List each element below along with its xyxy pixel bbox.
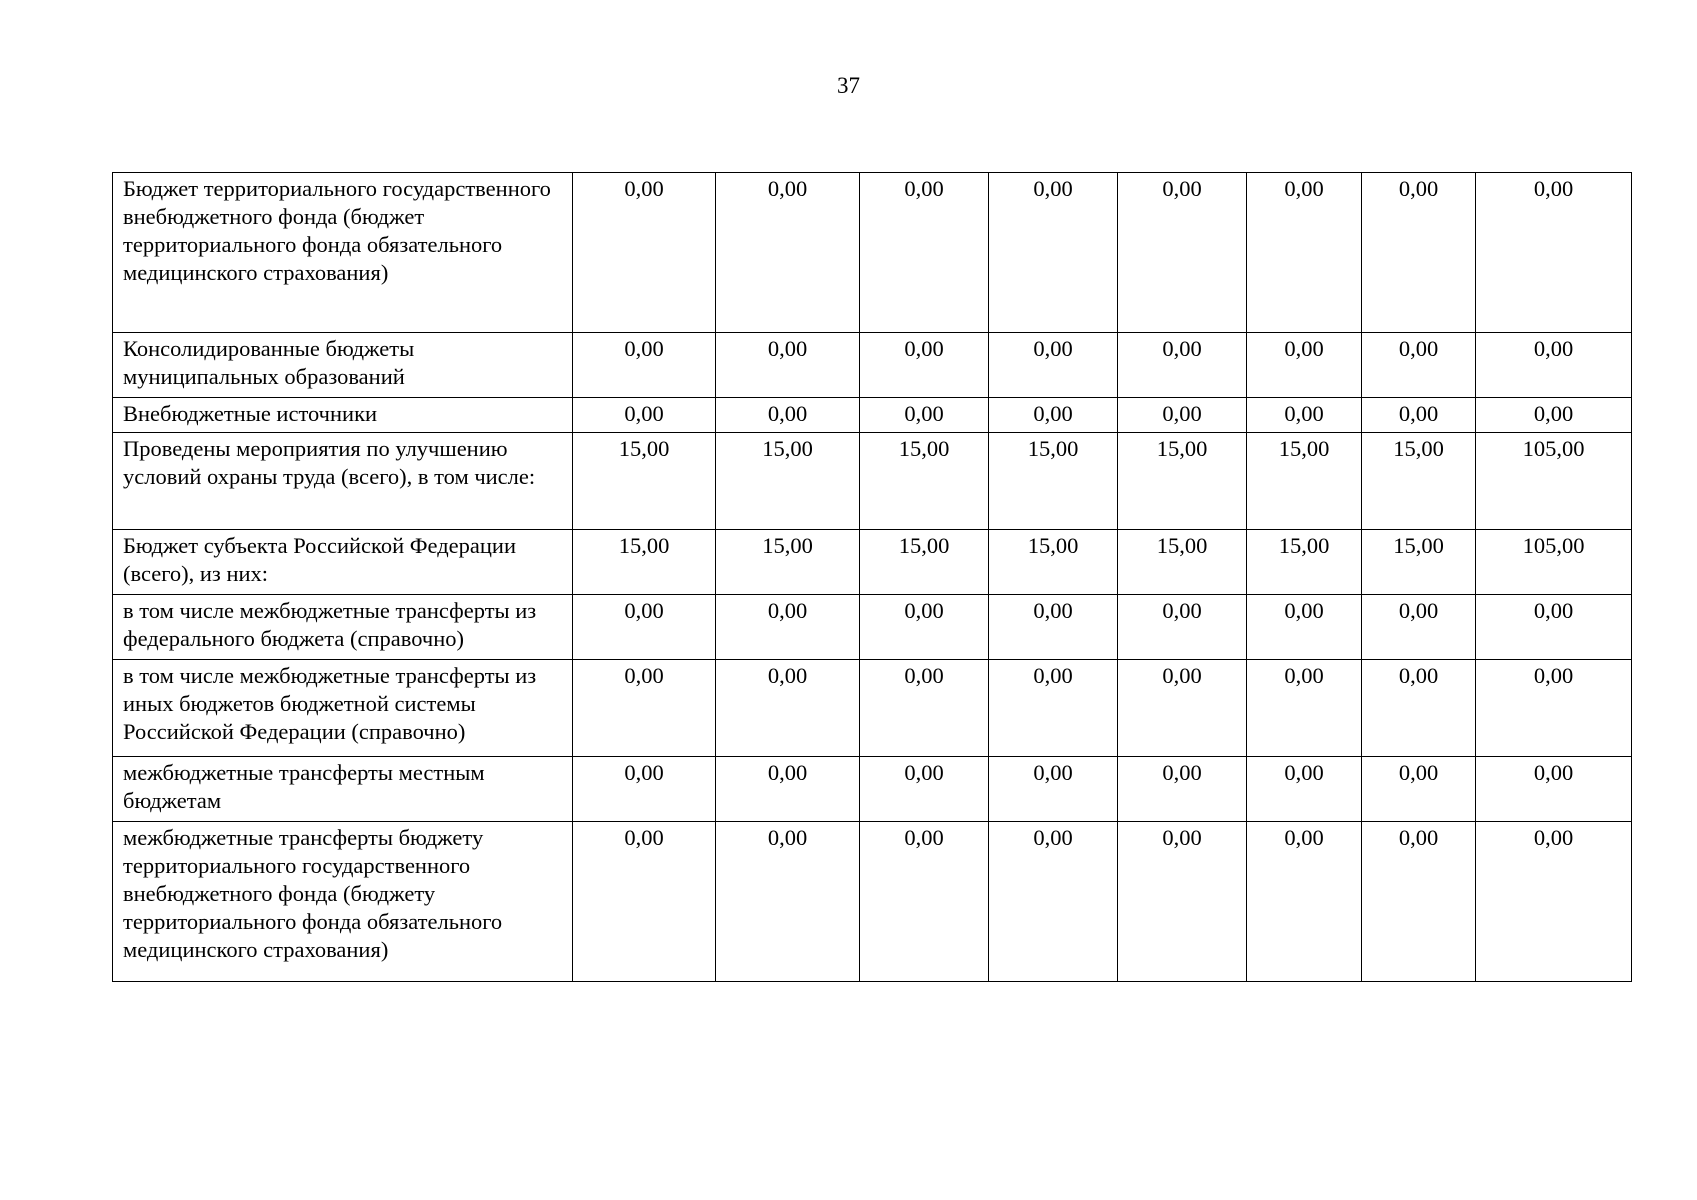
value-cell: 0,00 — [1476, 660, 1632, 757]
value-cell: 0,00 — [573, 398, 716, 433]
value-cell: 0,00 — [1476, 173, 1632, 333]
value-cell: 0,00 — [1247, 595, 1362, 660]
value-cell: 0,00 — [989, 398, 1118, 433]
value-cell: 15,00 — [860, 433, 989, 530]
value-cell: 0,00 — [860, 595, 989, 660]
value-cell: 0,00 — [1118, 660, 1247, 757]
value-cell: 0,00 — [1247, 173, 1362, 333]
value-cell: 0,00 — [573, 660, 716, 757]
value-cell: 15,00 — [860, 530, 989, 595]
value-cell: 0,00 — [860, 173, 989, 333]
value-cell: 15,00 — [989, 433, 1118, 530]
value-cell: 0,00 — [716, 757, 860, 822]
value-cell: 0,00 — [1247, 398, 1362, 433]
value-cell: 105,00 — [1476, 433, 1632, 530]
value-cell: 0,00 — [989, 595, 1118, 660]
table-row — [113, 530, 1632, 595]
table-row — [113, 595, 1632, 660]
value-cell: 0,00 — [1247, 822, 1362, 982]
table-row — [113, 333, 1632, 398]
value-cell: 0,00 — [1118, 398, 1247, 433]
value-cell: 0,00 — [1118, 595, 1247, 660]
value-cell: 15,00 — [1247, 530, 1362, 595]
value-cell: 0,00 — [989, 173, 1118, 333]
value-cell: 15,00 — [989, 530, 1118, 595]
table-row — [113, 757, 1632, 822]
value-cell: 0,00 — [989, 757, 1118, 822]
value-cell: 0,00 — [1362, 595, 1476, 660]
value-cell: 0,00 — [716, 660, 860, 757]
value-cell: 0,00 — [860, 757, 989, 822]
value-cell: 15,00 — [1118, 530, 1247, 595]
value-cell: 0,00 — [573, 822, 716, 982]
row-label: Внебюджетные источники — [113, 398, 573, 433]
row-label: межбюджетные трансферты местным бюджетам — [113, 757, 573, 822]
value-cell: 15,00 — [1362, 530, 1476, 595]
value-cell: 0,00 — [1476, 595, 1632, 660]
value-cell: 0,00 — [573, 757, 716, 822]
value-cell: 0,00 — [1247, 333, 1362, 398]
value-cell: 15,00 — [1362, 433, 1476, 530]
value-cell: 0,00 — [860, 660, 989, 757]
value-cell: 0,00 — [1247, 757, 1362, 822]
row-label: Бюджет территориального государственного внебюджетного фонда (бюджет территориального фонда обязательного медицинского страхования) — [113, 173, 573, 333]
table-row — [113, 822, 1632, 982]
value-cell: 0,00 — [1362, 173, 1476, 333]
value-cell: 0,00 — [989, 333, 1118, 398]
row-label: Консолидированные бюджеты муниципальных образований — [113, 333, 573, 398]
value-cell: 15,00 — [573, 433, 716, 530]
value-cell: 0,00 — [573, 173, 716, 333]
table-row — [113, 173, 1632, 333]
value-cell: 0,00 — [1362, 660, 1476, 757]
value-cell: 0,00 — [716, 173, 860, 333]
value-cell: 0,00 — [716, 333, 860, 398]
value-cell: 15,00 — [1247, 433, 1362, 530]
value-cell: 0,00 — [716, 398, 860, 433]
value-cell: 105,00 — [1476, 530, 1632, 595]
budget-table — [112, 172, 1632, 982]
value-cell: 0,00 — [1362, 333, 1476, 398]
row-label: Проведены мероприятия по улучшению условий охраны труда (всего), в том числе: — [113, 433, 573, 530]
value-cell: 0,00 — [1118, 333, 1247, 398]
table-row — [113, 398, 1632, 433]
value-cell: 0,00 — [1362, 822, 1476, 982]
value-cell: 15,00 — [716, 433, 860, 530]
value-cell: 0,00 — [1247, 660, 1362, 757]
value-cell: 0,00 — [860, 822, 989, 982]
value-cell: 0,00 — [1476, 333, 1632, 398]
row-label: межбюджетные трансферты бюджету территориального государственного внебюджетного фонда (бюджету территориального фонда обязательного медицинского страхования) — [113, 822, 573, 982]
value-cell: 0,00 — [1476, 822, 1632, 982]
row-label: в том числе межбюджетные трансферты из иных бюджетов бюджетной системы Российской Федерации (справочно) — [113, 660, 573, 757]
value-cell: 0,00 — [1118, 173, 1247, 333]
table-row — [113, 660, 1632, 757]
value-cell: 15,00 — [573, 530, 716, 595]
value-cell: 0,00 — [860, 333, 989, 398]
value-cell: 0,00 — [573, 333, 716, 398]
row-label: в том числе межбюджетные трансферты из федерального бюджета (справочно) — [113, 595, 573, 660]
row-label: Бюджет субъекта Российской Федерации (всего), из них: — [113, 530, 573, 595]
value-cell: 0,00 — [989, 822, 1118, 982]
value-cell: 15,00 — [1118, 433, 1247, 530]
value-cell: 0,00 — [1118, 822, 1247, 982]
value-cell: 15,00 — [716, 530, 860, 595]
value-cell: 0,00 — [1362, 757, 1476, 822]
value-cell: 0,00 — [860, 398, 989, 433]
value-cell: 0,00 — [1118, 757, 1247, 822]
value-cell: 0,00 — [716, 822, 860, 982]
value-cell: 0,00 — [1476, 398, 1632, 433]
value-cell: 0,00 — [1362, 398, 1476, 433]
page-number: 37 — [837, 73, 860, 98]
value-cell: 0,00 — [1476, 757, 1632, 822]
value-cell: 0,00 — [716, 595, 860, 660]
value-cell: 0,00 — [573, 595, 716, 660]
table-row — [113, 433, 1632, 530]
value-cell: 0,00 — [989, 660, 1118, 757]
